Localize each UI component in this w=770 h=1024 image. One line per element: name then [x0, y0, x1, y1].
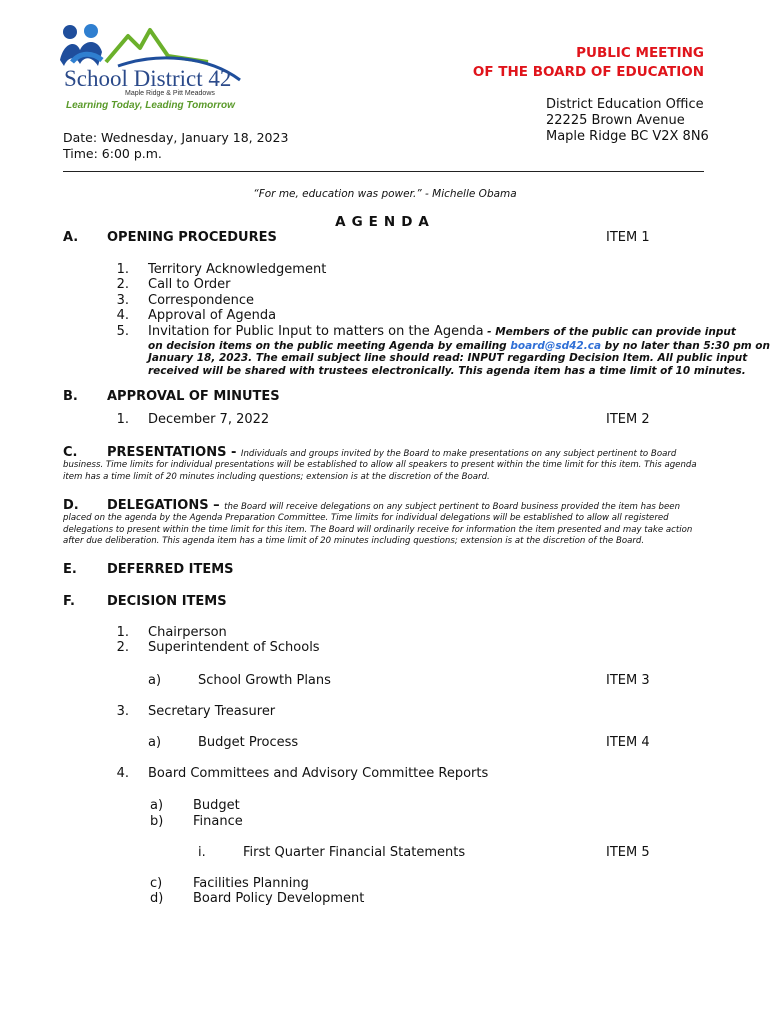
sub-item-text: Finance [193, 814, 243, 829]
item-4-label: ITEM 4 [606, 735, 650, 750]
sub-item-letter: d) [150, 891, 164, 906]
section-a-letter: A. [63, 230, 79, 245]
sub-item-text: Facilities Planning [193, 876, 309, 891]
list-item-text: Correspondence [148, 293, 255, 308]
quote: “For me, education was power.” - Michelle Obama [253, 188, 517, 200]
section-d-letter: D. [63, 498, 79, 513]
public-input-item [148, 324, 736, 339]
list-item-number: 4. [116, 766, 129, 781]
list-item-number: 2. [116, 640, 129, 655]
sub-item-letter: c) [150, 876, 163, 891]
section-b-title: APPROVAL OF MINUTES [107, 389, 280, 404]
address-line2: 22225 Brown Avenue [546, 113, 685, 128]
list-item-number: 3. [116, 704, 129, 719]
public-input-note: - Members of the public can provide input [483, 326, 736, 338]
list-item-text: December 7, 2022 [148, 412, 270, 427]
list-item-number: 2. [116, 277, 129, 292]
section-f-title: DECISION ITEMS [107, 594, 227, 609]
sub-item-letter: b) [150, 814, 164, 829]
sub-item-text: Budget Process [198, 735, 299, 750]
meeting-title-line1: PUBLIC MEETING [576, 45, 704, 61]
logo-name: School District 42 [64, 66, 232, 91]
sub-item-text: School Growth Plans [198, 673, 331, 688]
header-divider [63, 171, 704, 172]
list-item-number: 1. [116, 625, 129, 640]
section-d-title: DELEGATIONS [107, 498, 209, 513]
sub-item-text: Budget [193, 798, 240, 813]
sub-sub-item-numeral: i. [198, 845, 206, 860]
list-item-number: 3. [116, 293, 129, 308]
public-input-note-line2: on decision items on the public meeting Agenda by emailing board@sd42.ca by no later than 5:30 pm on [148, 340, 770, 352]
item-5-label: ITEM 5 [606, 845, 650, 860]
logo-subname: Maple Ridge & Pitt Meadows [125, 90, 215, 97]
list-item-text: Chairperson [148, 625, 227, 640]
sub-sub-item-text: First Quarter Financial Statements [243, 845, 466, 860]
address-line1: District Education Office [546, 97, 704, 112]
agenda-title: AGENDA [335, 214, 435, 230]
section-c-heading: PRESENTATIONS - Individuals and groups invited by the Board to make presentations on any subject pertinent to Board [107, 445, 677, 460]
sub-item-letter: a) [148, 735, 162, 750]
list-item-text: Territory Acknowledgement [148, 262, 327, 277]
list-item-number: 1. [116, 412, 129, 427]
section-a-title: OPENING PROCEDURES [107, 230, 277, 245]
section-b-letter: B. [63, 389, 78, 404]
sub-item-letter: a) [150, 798, 164, 813]
list-item-number: 5. [116, 324, 129, 339]
section-a-item-label: ITEM 1 [606, 230, 650, 245]
section-e-letter: E. [63, 562, 77, 577]
public-input-note-line3: January 18, 2023. The email subject line should read: INPUT regarding Decision Item. All public input [148, 352, 748, 364]
meeting-title-line2: OF THE BOARD OF EDUCATION [472, 64, 704, 80]
section-d-heading: DELEGATIONS – the Board will receive delegations on any subject pertinent to Board business provided the item has been [107, 498, 681, 513]
public-input-note-line4: received will be shared with trustees electronically. This agenda item has a time limit of 10 minutes. [148, 365, 746, 377]
sub-item-letter: a) [148, 673, 162, 688]
list-item-text: Secretary Treasurer [148, 704, 276, 719]
section-c-title: PRESENTATIONS [107, 445, 227, 460]
section-d-note-line1: the Board will receive delegations on any subject pertinent to Board business provided the item has been [224, 502, 681, 512]
meeting-time: Time: 6:00 p.m. [63, 146, 162, 161]
list-item-text: Board Committees and Advisory Committee Reports [148, 766, 489, 781]
section-d-note: placed on the agenda by the Agenda Preparation Committee. Time limits for individual delegations will be established to allow all registered delegations to present within the time limit for this item. The Board will ordinarily receive for information the item presented and may take action after due deliberation. This agenda item has a time limit of 20 minutes including questions; extension is at the discretion of the Board. [63, 513, 693, 547]
list-item-text: Approval of Agenda [148, 308, 277, 323]
email-link[interactable]: board@sd42.ca [510, 340, 602, 352]
list-item-number: 1. [116, 262, 129, 277]
section-e-title: DEFERRED ITEMS [107, 562, 234, 577]
section-c-note: business. Time limits for individual presentations will be established to allow all speakers to present within the time limit for this item. This agenda item has a time limit of 20 minutes including questions; extension is at the discretion of the Board. [63, 460, 697, 482]
item-3-label: ITEM 3 [606, 673, 650, 688]
section-b-item-label: ITEM 2 [606, 412, 650, 427]
section-c-note-line1: Individuals and groups invited by the Board to make presentations on any subject pertinent to Board [240, 449, 677, 459]
list-item-text: Invitation for Public Input to matters on the Agenda [148, 324, 484, 339]
section-c-letter: C. [63, 445, 78, 460]
logo-tagline: Learning Today, Leading Tomorrow [66, 100, 235, 111]
list-item-text: Superintendent of Schools [148, 640, 320, 655]
meeting-date: Date: Wednesday, January 18, 2023 [63, 130, 289, 145]
address-line3: Maple Ridge BC V2X 8N6 [546, 129, 709, 144]
list-item-text: Call to Order [148, 277, 231, 292]
section-f-letter: F. [63, 594, 75, 609]
list-item-number: 4. [116, 308, 129, 323]
sub-item-text: Board Policy Development [193, 891, 365, 906]
